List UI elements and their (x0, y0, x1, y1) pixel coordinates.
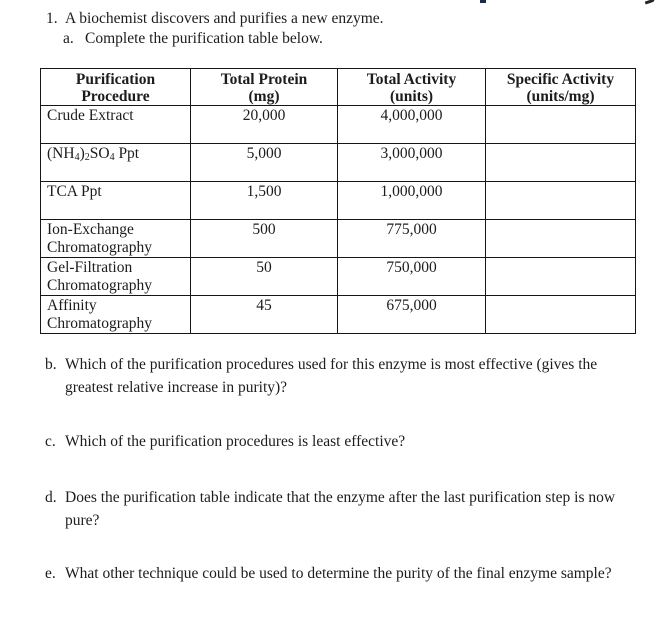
chem-text: (NH (47, 145, 75, 162)
question-c-letter: c. (45, 433, 56, 450)
total-protein-cell: 1,500 (191, 182, 338, 220)
problem-1-number: 1. (46, 10, 58, 27)
total-protein-cell: 500 (191, 220, 338, 258)
header-line-2: Procedure (81, 88, 150, 105)
header-total-protein (191, 69, 338, 106)
table-row-ion-exchange (41, 220, 636, 258)
specific-activity-cell-blank (486, 220, 636, 258)
total-protein-cell: 45 (191, 296, 338, 334)
question-e (45, 562, 625, 585)
chem-text: TCA Ppt (47, 183, 102, 200)
problem-1a-letter: a. (63, 30, 74, 47)
problem-1 (46, 9, 384, 29)
table-row-gel-filtration (41, 258, 636, 296)
cutoff-text-fragment-left (480, 0, 486, 3)
question-c (45, 430, 655, 453)
cutoff-text-fragment-right (645, 0, 655, 4)
header-purification-procedure (41, 69, 191, 106)
header-line-2: (units) (389, 88, 434, 105)
specific-activity-cell-blank (486, 106, 636, 144)
table-header-row (41, 69, 636, 106)
total-activity-cell: 1,000,000 (338, 182, 486, 220)
question-d (45, 486, 620, 532)
procedure-cell (41, 220, 191, 258)
procedure-cell (41, 258, 191, 296)
total-protein-cell: 50 (191, 258, 338, 296)
question-b-text: Which of the purification procedures used for this enzyme is most effective (gives the greatest relative increase in purity)? (65, 356, 598, 396)
problem-1a-text: Complete the purification table below. (85, 30, 323, 47)
question-b (45, 353, 637, 399)
header-line-1: Total Protein (220, 71, 308, 88)
procedure-cell (41, 144, 191, 182)
problem-1a (63, 29, 323, 49)
specific-activity-cell-blank (486, 144, 636, 182)
purification-table (40, 68, 636, 334)
header-line-1: Specific Activity (506, 71, 615, 88)
chem-text: SO (89, 145, 110, 162)
chem-subscript: 4 (109, 152, 115, 163)
total-activity-cell: 675,000 (338, 296, 486, 334)
specific-activity-cell-blank (486, 182, 636, 220)
table-row-ammonium-sulfate-ppt (41, 144, 636, 182)
header-total-activity (338, 69, 486, 106)
chem-text: Affinity Chromatography (47, 297, 153, 332)
chem-text: ) (79, 145, 85, 162)
table-row-crude-extract (41, 106, 636, 144)
chem-text: Crude Extract (47, 107, 134, 124)
header-line-2: (units/mg) (526, 88, 595, 105)
chem-subscript: 4 (74, 152, 80, 163)
total-protein-cell: 5,000 (191, 144, 338, 182)
specific-activity-cell-blank (486, 296, 636, 334)
question-c-text: Which of the purification procedures is least effective? (65, 433, 406, 450)
total-activity-cell: 750,000 (338, 258, 486, 296)
specific-activity-cell-blank (486, 258, 636, 296)
question-e-text: What other technique could be used to determine the purity of the final enzyme sample? (65, 565, 612, 582)
problem-1-text: A biochemist discovers and purifies a new enzyme. (65, 10, 384, 27)
total-activity-cell: 3,000,000 (338, 144, 486, 182)
question-d-letter: d. (45, 489, 57, 506)
total-protein-cell: 20,000 (191, 106, 338, 144)
header-line-1: Purification (75, 71, 156, 88)
procedure-cell (41, 182, 191, 220)
table-row-tca-ppt (41, 182, 636, 220)
chem-text: Ion-Exchange Chromatography (47, 221, 153, 256)
question-e-letter: e. (45, 565, 56, 582)
chem-text: Ppt (114, 145, 140, 162)
procedure-cell (41, 106, 191, 144)
header-line-2: (mg) (248, 88, 280, 105)
procedure-cell (41, 296, 191, 334)
question-d-text: Does the purification table indicate that the enzyme after the last purification step is now pure? (65, 489, 616, 529)
chem-subscript: 2 (84, 152, 90, 163)
chem-text: Gel-Filtration Chromatography (47, 259, 153, 294)
table-row-affinity (41, 296, 636, 334)
total-activity-cell: 4,000,000 (338, 106, 486, 144)
total-activity-cell: 775,000 (338, 220, 486, 258)
header-line-1: Total Activity (366, 71, 457, 88)
question-b-letter: b. (45, 356, 57, 373)
header-specific-activity (486, 69, 636, 106)
